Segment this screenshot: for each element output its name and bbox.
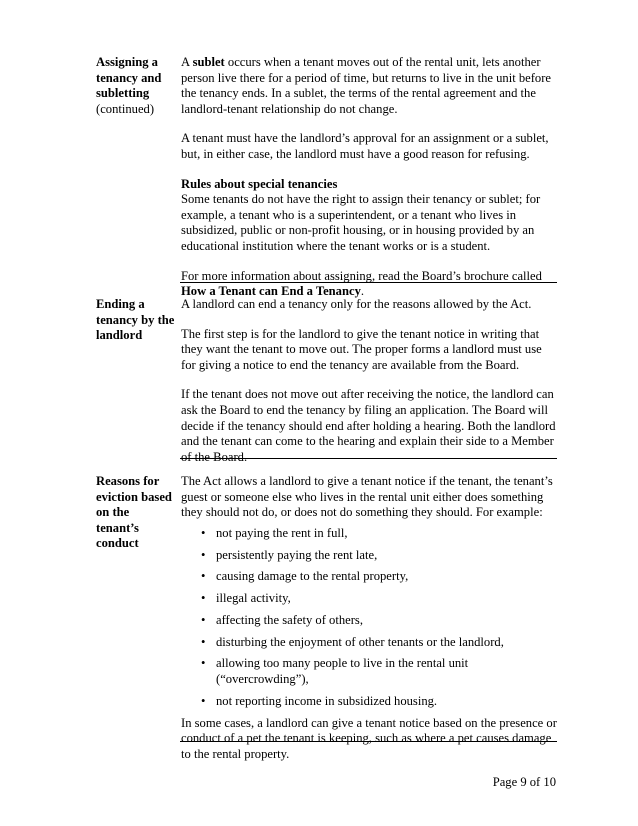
paragraph-sublet [181,55,557,117]
text: occurs when a tenant moves out of the rental unit, lets another person live there for a period of time, but returns to live in the unit before the tenancy ends. In a sublet, the terms of the rental agreement and the landlord-tenant relationship do not change. [181,55,552,116]
text: persistently paying the rent late, [216,547,378,562]
list-item [181,548,557,564]
text: Some tenants do not have the right to assign their tenancy or sublet; for example, a tenant who is a superintendent, or a tenant who lives in subsidized, public or non-profit housing, or in housing provided by an educational institution where the tenant works or is a student. [181,192,541,253]
list-item [181,656,557,687]
paragraph-first-step: The first step is for the landlord to give the tenant notice in writing that they want the tenant to move out. The proper forms a landlord must use for giving a notice to end the tenancy are available from the Board. [181,326,542,372]
bullet-icon: • [201,547,206,562]
subheading-special-tenancies: Rules about special tenancies [181,176,338,191]
text: affecting the safety of others, [216,612,363,627]
paragraph-hearing: If the tenant does not move out after receiving the notice, the landlord can ask the Board to end the tenancy by filing an application. The Board will decide if the tenancy should end after holding a hearing. Both the landlord and the tenant can come to the hearing and explain their side to a Member of the Board. [181,387,556,464]
bullet-icon: • [201,591,206,606]
side-heading-assigning [96,55,176,117]
text: disturbing the enjoyment of other tenants or the landlord, [216,634,504,649]
brochure-title: How a Tenant can End a Tenancy [181,284,361,299]
divider-2 [180,458,557,459]
bullet-icon: • [201,656,206,671]
bullet-icon: • [201,634,206,649]
list-item [181,613,557,629]
list-item [181,694,557,710]
paragraph-reasons-allowed: A landlord can end a tenancy only for the reasons allowed by the Act. [181,297,532,311]
list-item [181,591,557,607]
list-item [181,526,557,542]
divider-3 [180,741,557,742]
bullet-icon: • [201,525,206,540]
paragraph-act-allows: The Act allows a landlord to give a tenant notice if the tenant, the tenant’s guest or someone else who lives in the rental unit either does something they should not do, or does not do something they should. For example: [181,474,553,520]
paragraph-approval: A tenant must have the landlord’s approval for an assignment or a sublet, but, in either case, the landlord must have a good reason for refusing. [181,131,549,161]
heading-continued: (continued) [96,101,155,116]
body-reasons [181,474,557,776]
bullet-icon: • [201,569,206,584]
list-item [181,635,557,651]
heading-text: Assigning a tenancy and subletting [96,55,162,101]
text: allowing too many people to live in the rental unit (“overcrowding”), [216,656,469,687]
text: causing damage to the rental property, [216,569,409,584]
divider-1 [180,282,557,283]
paragraph-more-info [181,269,557,300]
bullet-icon: • [201,612,206,627]
text: not reporting income in subsidized housing. [216,693,438,708]
term-sublet: sublet [192,55,225,69]
list-item [181,569,557,585]
text: illegal activity, [216,591,291,606]
side-heading-reasons: Reasons for eviction based on the tenant’s conduct [96,474,172,551]
paragraph-pet: In some cases, a landlord can give a tenant notice based on the presence or conduct of a pet the tenant is keeping, such as where a pet causes damage to the rental property. [181,715,557,761]
side-heading-ending: Ending a tenancy by the landlord [96,297,175,343]
paragraph-special-tenancies [181,177,557,255]
page-number: Page 9 of 10 [492,775,556,789]
text: . [360,284,365,299]
text: A [181,55,193,69]
text: not paying the rent in full, [216,525,348,540]
body-assigning [181,55,557,314]
bullet-icon: • [201,693,206,708]
body-ending [181,297,557,479]
text: For more information about assigning, read the Board’s brochure called [181,268,542,283]
bullet-list [181,526,557,710]
